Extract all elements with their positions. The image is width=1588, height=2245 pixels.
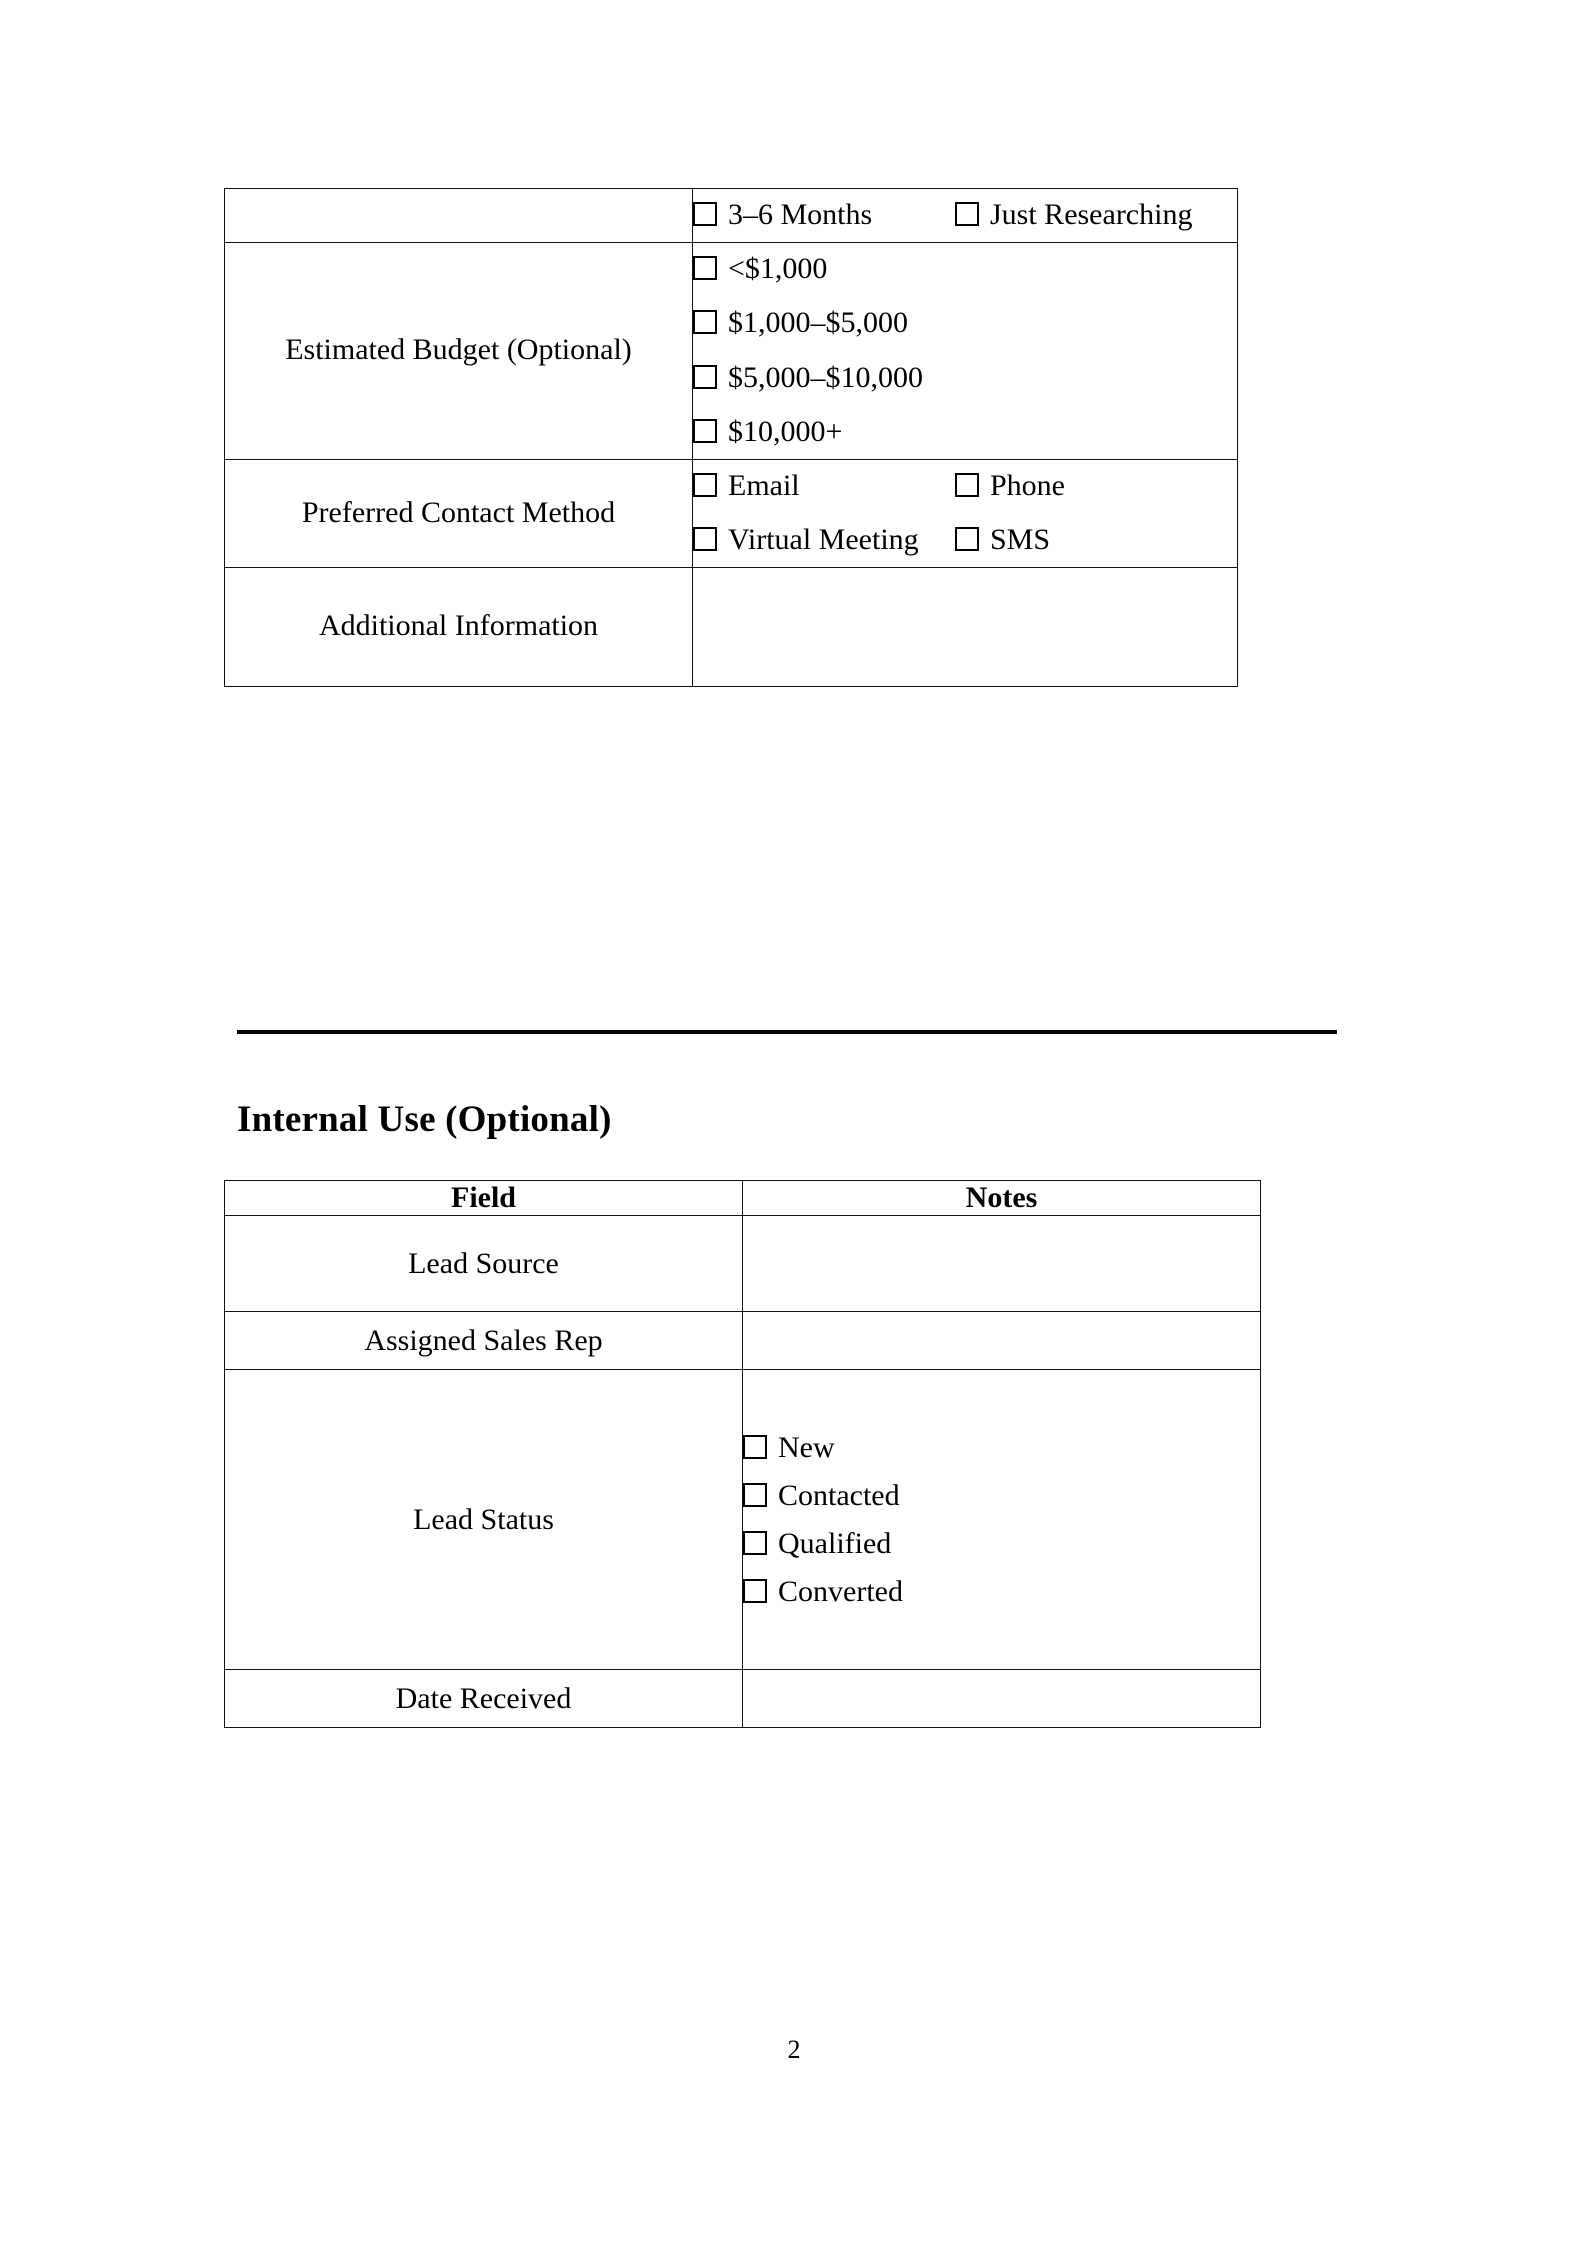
checkbox-icon[interactable] <box>693 473 717 497</box>
checkbox-label: SMS <box>990 523 1051 556</box>
checkbox-option-3-6-months[interactable] <box>693 195 955 236</box>
checkbox-option-just-researching[interactable] <box>955 195 1192 236</box>
checkbox-icon[interactable] <box>743 1579 767 1603</box>
row-label-assigned-sales-rep: Assigned Sales Rep <box>225 1312 743 1370</box>
row-label-date-received: Date Received <box>225 1670 743 1728</box>
page-number: 2 <box>787 2035 801 2064</box>
table-row <box>225 1670 1261 1728</box>
row-value-timeline <box>693 189 1238 243</box>
table-header-row <box>225 1181 1261 1216</box>
checkbox-icon[interactable] <box>743 1531 767 1555</box>
row-label-preferred-contact-method: Preferred Contact Method <box>225 459 693 567</box>
checkbox-option-budget-5000-10000[interactable] <box>693 358 923 399</box>
checkbox-option-email[interactable] <box>693 466 955 507</box>
row-label-additional-information: Additional Information <box>225 567 693 686</box>
internal-use-table <box>224 1180 1261 1728</box>
checkbox-icon[interactable] <box>743 1435 767 1459</box>
table-row <box>225 189 1238 243</box>
column-header-field: Field <box>225 1181 743 1216</box>
lead-form-table <box>224 188 1238 687</box>
checkbox-label: $1,000–$5,000 <box>728 306 908 339</box>
checkbox-label: <$1,000 <box>728 251 828 285</box>
checkbox-label: Email <box>728 468 800 502</box>
row-label-estimated-budget: Estimated Budget (Optional) <box>225 242 693 459</box>
row-value-estimated-budget <box>693 242 1238 459</box>
row-label-timeline <box>225 189 693 243</box>
checkbox-label: Virtual Meeting <box>728 523 919 556</box>
row-value-preferred-contact-method <box>693 459 1238 567</box>
row-notes-lead-status <box>743 1370 1261 1670</box>
column-header-notes: Notes <box>743 1181 1261 1216</box>
row-value-additional-information[interactable] <box>693 567 1238 686</box>
checkbox-label: Qualified <box>778 1526 892 1560</box>
checkbox-option-status-contacted[interactable] <box>743 1479 900 1513</box>
checkbox-icon[interactable] <box>955 202 979 226</box>
table-row <box>225 459 1238 567</box>
checkbox-icon[interactable] <box>693 527 717 551</box>
checkbox-label: Just Researching <box>990 198 1193 231</box>
checkbox-icon[interactable] <box>955 527 979 551</box>
checkbox-option-status-converted[interactable] <box>743 1575 903 1609</box>
checkbox-option-status-qualified[interactable] <box>743 1527 891 1561</box>
row-notes-assigned-sales-rep[interactable] <box>743 1312 1261 1370</box>
table-row <box>225 1312 1261 1370</box>
row-label-lead-source: Lead Source <box>225 1216 743 1312</box>
checkbox-option-budget-under-1000[interactable] <box>693 249 827 290</box>
checkbox-option-budget-1000-5000[interactable] <box>693 303 908 344</box>
checkbox-label: New <box>778 1430 835 1464</box>
table-row <box>225 1370 1261 1670</box>
section-divider <box>237 1030 1337 1034</box>
checkbox-option-status-new[interactable] <box>743 1431 835 1465</box>
checkbox-label: $5,000–$10,000 <box>728 360 923 394</box>
checkbox-icon[interactable] <box>693 365 717 389</box>
section-heading-internal-use: Internal Use (Optional) <box>237 1099 612 1140</box>
table-row <box>225 567 1238 686</box>
checkbox-option-budget-10000-plus[interactable] <box>693 412 842 453</box>
table-row <box>225 242 1238 459</box>
checkbox-icon[interactable] <box>693 419 717 443</box>
checkbox-option-sms[interactable] <box>955 520 1050 561</box>
checkbox-icon[interactable] <box>693 256 717 280</box>
checkbox-icon[interactable] <box>955 473 979 497</box>
checkbox-label: $10,000+ <box>728 415 843 448</box>
checkbox-icon[interactable] <box>693 310 717 334</box>
checkbox-label: 3–6 Months <box>728 198 873 231</box>
checkbox-option-virtual-meeting[interactable] <box>693 520 955 561</box>
checkbox-icon[interactable] <box>743 1483 767 1507</box>
row-notes-date-received[interactable] <box>743 1670 1261 1728</box>
checkbox-label: Converted <box>778 1574 903 1608</box>
checkbox-label: Contacted <box>778 1478 900 1512</box>
checkbox-label: Phone <box>990 468 1065 502</box>
checkbox-icon[interactable] <box>693 202 717 226</box>
checkbox-option-phone[interactable] <box>955 466 1065 507</box>
table-row <box>225 1216 1261 1312</box>
row-notes-lead-source[interactable] <box>743 1216 1261 1312</box>
row-label-lead-status: Lead Status <box>225 1370 743 1670</box>
